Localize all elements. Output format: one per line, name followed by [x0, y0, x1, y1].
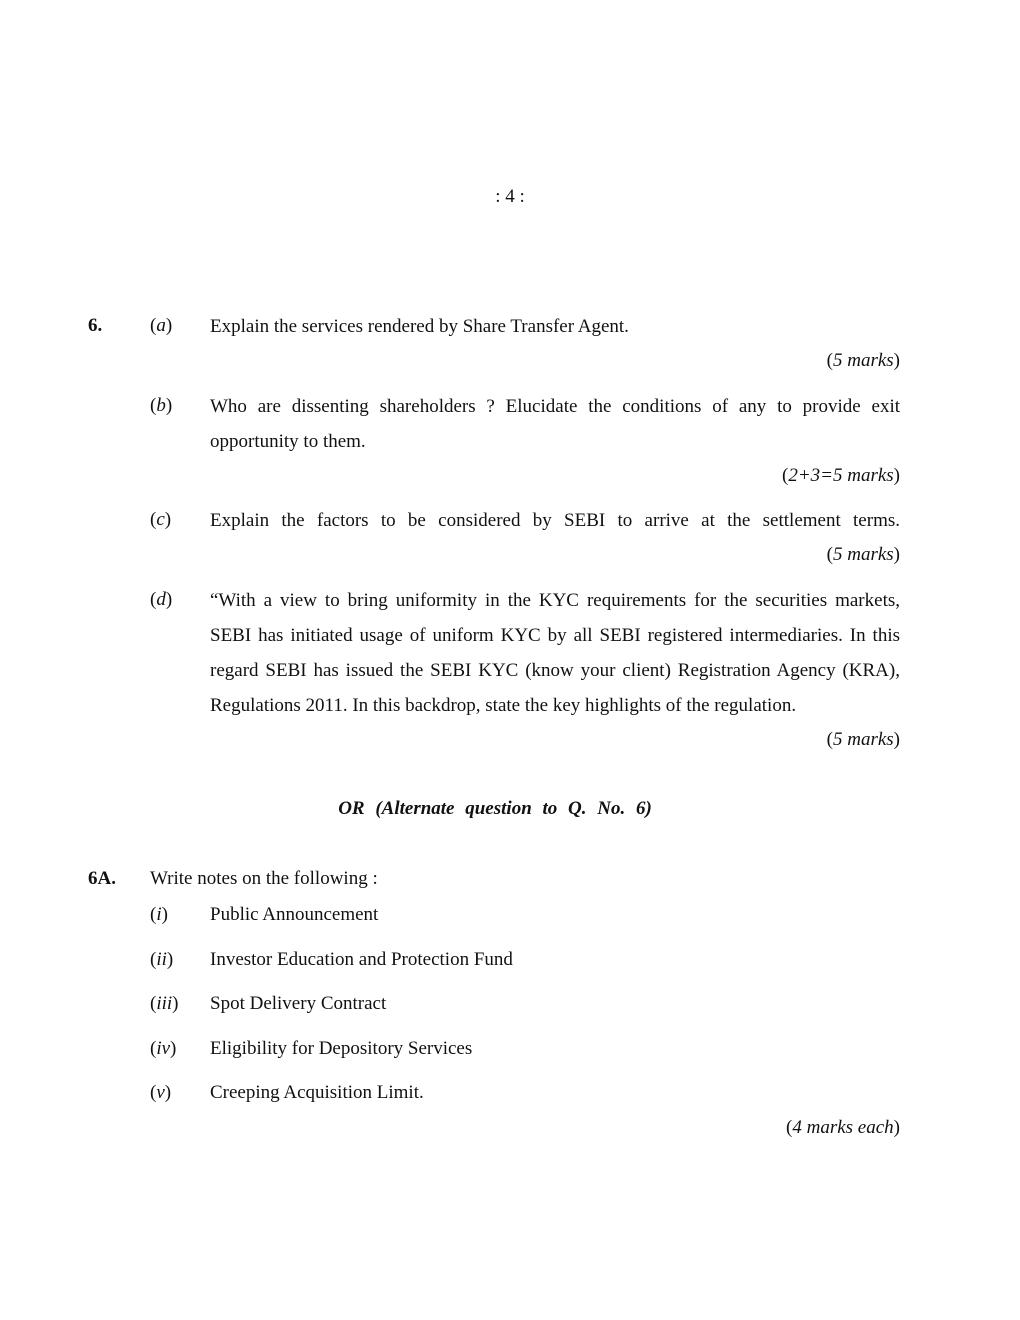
note-item-i: Public Announcement: [210, 904, 379, 925]
note-item-v: Creeping Acquisition Limit.: [210, 1082, 424, 1103]
part-c-marks: (5 marks): [826, 544, 900, 565]
part-b-text: Who are dissenting shareholders ? Elucidate the conditions of any to provide exit opportunity to them.: [210, 396, 900, 452]
part-label-c: (c): [150, 509, 172, 530]
part-c-text: Explain the factors to be considered by SEBI to arrive at the settlement terms.: [210, 510, 900, 531]
part-label-b: (b): [150, 395, 173, 416]
alternate-question-heading: OR (Alternate question to Q. No. 6): [338, 798, 652, 819]
question-6a-marks: (4 marks each): [786, 1117, 900, 1138]
question-6a-number: 6A.: [88, 868, 116, 889]
note-item-iii: Spot Delivery Contract: [210, 993, 387, 1014]
part-b-marks: (2+3=5 marks): [782, 465, 900, 486]
part-label-d: (d): [150, 589, 173, 610]
note-label-iv: (iv): [150, 1038, 177, 1059]
note-label-ii: (ii): [150, 949, 174, 970]
note-item-iv: Eligibility for Depository Services: [210, 1038, 473, 1059]
question-6a-intro: Write notes on the following :: [150, 868, 378, 889]
question-number: 6.: [88, 315, 103, 336]
note-item-ii: Investor Education and Protection Fund: [210, 949, 513, 970]
page-number: : 4 :: [495, 186, 525, 207]
part-d-marks: (5 marks): [826, 729, 900, 750]
note-label-i: (i): [150, 904, 168, 925]
part-label-a: (a): [150, 315, 173, 336]
part-d-text: “With a view to bring uniformity in the KYC requirements for the securities markets, SEBI has initiated usage of uniform KYC by all SEBI registered intermediaries. In this regard SEBI has issued the SEBI KYC (know your client) Registration Agency (KRA), Regulations 2011. In this backdrop, state the key highlights of the regulation.: [210, 590, 900, 716]
note-label-iii: (iii): [150, 993, 179, 1014]
part-a-text: Explain the services rendered by Share Transfer Agent.: [210, 316, 629, 337]
part-a-marks: (5 marks): [826, 350, 900, 371]
note-label-v: (v): [150, 1082, 172, 1103]
